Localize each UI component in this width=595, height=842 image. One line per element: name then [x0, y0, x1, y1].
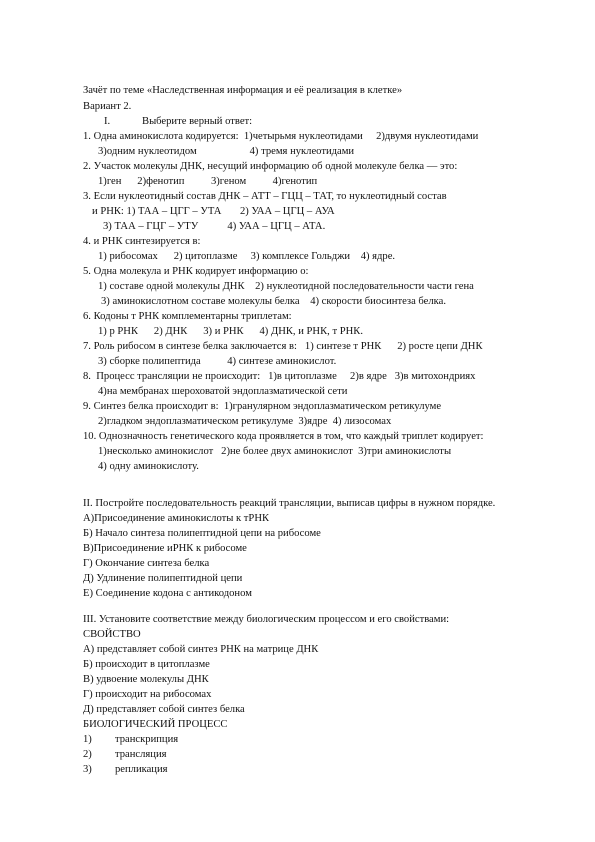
q7-options: 3) сборке полипептида 4) синтезе аминокислот. — [98, 356, 337, 367]
process-num: 3) — [83, 764, 92, 775]
q9-text: 9. Синтез белка происходит в: 1)гранулярном эндоплазматическом ретикулуме — [83, 401, 442, 412]
q10-text: 10. Однозначность генетического кода проявляется в том, что каждый триплет кодирует: — [83, 431, 484, 442]
property-item: Б) происходит в цитоплазме — [83, 659, 210, 670]
q5-options-a: 1) составе одной молекулы ДНК 2) нуклеотидной последовательности части гена — [98, 281, 474, 292]
part2-item: Г) Окончание синтеза белка — [83, 558, 210, 569]
q1-text: 1. Одна аминокислота кодируется: 1)четырьмя нуклеотидами 2)двумя нуклеотидами — [83, 131, 479, 142]
part3-heading: III. Установите соответствие между биологическим процессом и его свойствами: — [83, 614, 450, 625]
q5-text: 5. Одна молекула и РНК кодирует информацию о: — [83, 266, 309, 277]
part2-item: Д) Удлинение полипептидной цепи — [83, 573, 243, 584]
property-item: Г) происходит на рибосомах — [83, 689, 212, 700]
process-label: БИОЛОГИЧЕСКИЙ ПРОЦЕСС — [83, 719, 228, 730]
q4-options: 1) рибосомах 2) цитоплазме 3) комплексе Гольджи 4) ядре. — [98, 251, 396, 262]
q4-text: 4. и РНК синтезируется в: — [83, 236, 201, 247]
doc-title: Зачёт по теме «Наследственная информация и её реализация в клетке» — [83, 85, 403, 96]
part2-item: Е) Соединение кодона с антикодоном — [83, 588, 252, 599]
property-item: А) представляет собой синтез РНК на матрице ДНК — [83, 644, 319, 655]
q3-options-b: 3) ТАА – ГЦГ – УТУ 4) УАА – ЦГЦ – АТА. — [103, 221, 326, 232]
process-name: репликация — [115, 764, 168, 775]
q8-options: 4)на мембранах шероховатой эндоплазматической сети — [98, 386, 348, 397]
property-item: В) удвоение молекулы ДНК — [83, 674, 209, 685]
part1-roman: I. — [104, 116, 111, 127]
part2-heading: II. Постройте последовательность реакций трансляции, выписав цифры в нужном порядке. — [83, 498, 496, 509]
q6-text: 6. Кодоны т РНК комплементарны триплетам: — [83, 311, 292, 322]
q7-text: 7. Роль рибосом в синтезе белка заключается в: 1) синтезе т РНК 2) росте цепи ДНК — [83, 341, 483, 352]
q5-options-b: 3) аминокислотном составе молекулы белка 4) скорости биосинтеза белка. — [101, 296, 447, 307]
properties-label: СВОЙСТВО — [83, 629, 141, 640]
process-num: 2) — [83, 749, 92, 760]
q2-options: 1)ген 2)фенотип 3)геном 4)генотип — [98, 176, 318, 187]
q8-text: 8. Процесс трансляции не происходит: 1)в цитоплазме 2)в ядре 3)в митохондриях — [83, 371, 476, 382]
q10-options-b: 4) одну аминокислоту. — [98, 461, 199, 472]
process-name: трансляция — [115, 749, 167, 760]
part2-item: А)Присоединение аминокислоты к тРНК — [83, 513, 270, 524]
q1-options: 3)одним нуклеотидом 4) тремя нуклеотидами — [98, 146, 355, 157]
q9-options: 2)гладком эндоплазматическом ретикулуме 3)ядре 4) лизосомах — [98, 416, 392, 427]
property-item: Д) представляет собой синтез белка — [83, 704, 245, 715]
part2-item: Б) Начало синтеза полипептидной цепи на рибосоме — [83, 528, 321, 539]
variant-label: Вариант 2. — [83, 101, 132, 112]
q3-text: 3. Если нуклеотидный состав ДНК – АТТ – ГЦЦ – ТАТ, то нуклеотидный состав — [83, 191, 447, 202]
q6-options: 1) р РНК 2) ДНК 3) и РНК 4) ДНК, и РНК, т РНК. — [98, 326, 363, 337]
process-name: транскрипция — [115, 734, 179, 745]
q10-options-a: 1)несколько аминокислот 2)не более двух аминокислот 3)три аминокислоты — [98, 446, 452, 457]
part2-item: В)Присоединение иРНК к рибосоме — [83, 543, 247, 554]
q2-text: 2. Участок молекулы ДНК, несущий информацию об одной молекуле белка — это: — [83, 161, 458, 172]
q3-options-a: и РНК: 1) ТАА – ЦГГ – УТА 2) УАА – ЦГЦ – АУА — [92, 206, 335, 217]
process-num: 1) — [83, 734, 92, 745]
part1-heading: Выберите верный ответ: — [142, 116, 253, 127]
